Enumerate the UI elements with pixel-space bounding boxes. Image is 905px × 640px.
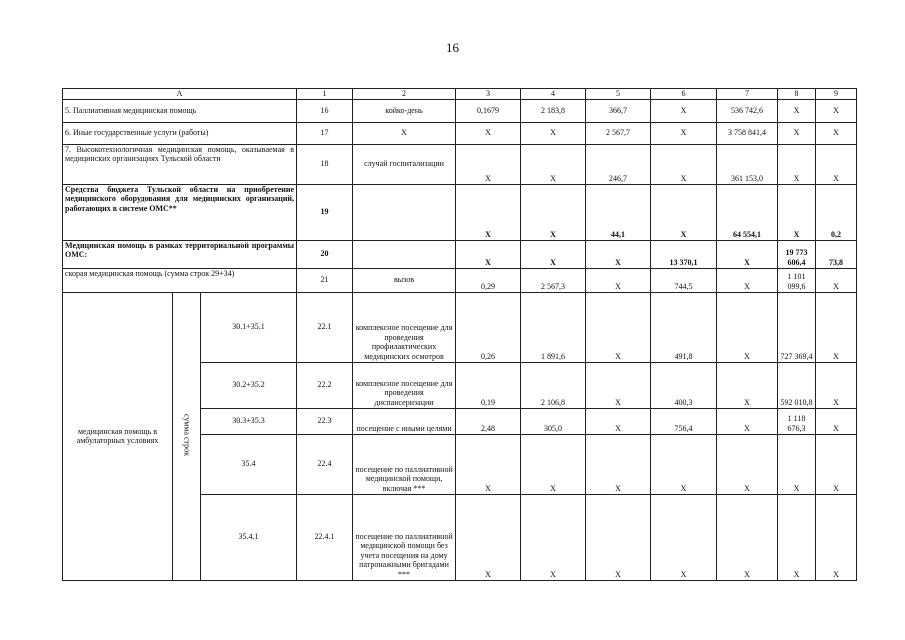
value-cell: 44,1: [586, 184, 651, 240]
value-cell: X: [778, 434, 816, 494]
sum-label: сумма строк: [182, 413, 192, 456]
row-ref: 30.3+35.3: [201, 408, 297, 434]
table-row: [63, 144, 857, 184]
value-cell: X: [717, 494, 778, 580]
value-cell: X: [586, 362, 651, 408]
row-line-number: 17: [297, 122, 353, 144]
value-cell: 0,1679: [456, 99, 521, 122]
value-cell: X: [651, 99, 717, 122]
row-unit: случай госпитализации: [353, 144, 456, 184]
value-cell: 2 106,8: [521, 362, 586, 408]
value-cell: X: [586, 292, 651, 362]
value-cell: X: [456, 184, 521, 240]
row-name: 5. Паллиативная медицинская помощь: [63, 99, 297, 122]
row-line-number: 22.4: [297, 434, 353, 494]
value-cell: 19 773 606,4: [778, 240, 816, 268]
header-row: [63, 89, 857, 100]
value-cell: 366,7: [586, 99, 651, 122]
value-cell: 1 891,6: [521, 292, 586, 362]
row-unit: [353, 240, 456, 268]
value-cell: X: [717, 268, 778, 292]
value-cell: 536 742,6: [717, 99, 778, 122]
value-cell: X: [816, 144, 857, 184]
value-cell: X: [521, 122, 586, 144]
value-cell: X: [651, 144, 717, 184]
header-cell: А: [63, 89, 297, 100]
value-cell: X: [778, 184, 816, 240]
value-cell: 0,29: [456, 268, 521, 292]
value-cell: X: [586, 240, 651, 268]
row-name: скорая медицинская помощь (сумма строк 29+34): [63, 268, 297, 292]
value-cell: 73,8: [816, 240, 857, 268]
value-cell: X: [651, 122, 717, 144]
row-ref: 30.2+35.2: [201, 362, 297, 408]
value-cell: 305,0: [521, 408, 586, 434]
row-unit: посещение с иными целями: [353, 408, 456, 434]
header-cell: 3: [456, 89, 521, 100]
value-cell: X: [717, 292, 778, 362]
header-cell: 6: [651, 89, 717, 100]
row-unit: койко-день: [353, 99, 456, 122]
row-unit: [353, 184, 456, 240]
value-cell: X: [717, 408, 778, 434]
value-cell: X: [816, 434, 857, 494]
header-cell: 2: [353, 89, 456, 100]
value-cell: 13 370,1: [651, 240, 717, 268]
value-cell: X: [456, 144, 521, 184]
value-cell: 2 567,3: [521, 268, 586, 292]
row-name: 7. Высокотехнологичная медицинская помощь, оказываемая в медицинских организациях Тульской области: [63, 144, 297, 184]
row-line-number: 22.2: [297, 362, 353, 408]
header-cell: 7: [717, 89, 778, 100]
value-cell: X: [816, 408, 857, 434]
value-cell: X: [816, 362, 857, 408]
value-cell: X: [778, 122, 816, 144]
row-ref: 35.4.1: [201, 494, 297, 580]
sum-label-cell: [173, 292, 201, 580]
row-unit: X: [353, 122, 456, 144]
value-cell: X: [456, 434, 521, 494]
value-cell: 744,5: [651, 268, 717, 292]
value-cell: 2 183,8: [521, 99, 586, 122]
row-line-number: 22.4.1: [297, 494, 353, 580]
data-table: [62, 88, 857, 581]
table-row: [63, 268, 857, 292]
value-cell: X: [521, 184, 586, 240]
value-cell: 400,3: [651, 362, 717, 408]
value-cell: X: [717, 240, 778, 268]
value-cell: 64 554,1: [717, 184, 778, 240]
value-cell: X: [778, 99, 816, 122]
row-line-number: 22.3: [297, 408, 353, 434]
value-cell: 1 118 676,3: [778, 408, 816, 434]
page-number: 16: [446, 40, 459, 55]
value-cell: X: [816, 292, 857, 362]
row-line-number: 21: [297, 268, 353, 292]
table-row: [63, 99, 857, 122]
row-name: Средства бюджета Тульской области на приобретение медицинского оборудования для медицинских организаций, работающих в системе ОМС**: [63, 184, 297, 240]
row-unit: комплексное посещение для проведения профилактических медицинских осмотров: [353, 292, 456, 362]
row-line-number: 22.1: [297, 292, 353, 362]
value-cell: 592 010,8: [778, 362, 816, 408]
value-cell: X: [586, 494, 651, 580]
value-cell: X: [456, 240, 521, 268]
row-line-number: 18: [297, 144, 353, 184]
value-cell: 3 758 841,4: [717, 122, 778, 144]
value-cell: 0,26: [456, 292, 521, 362]
row-unit: комплексное посещение для проведения диспансеризации: [353, 362, 456, 408]
header-cell: 4: [521, 89, 586, 100]
header-cell: 1: [297, 89, 353, 100]
value-cell: X: [586, 408, 651, 434]
value-cell: 2 567,7: [586, 122, 651, 144]
value-cell: X: [456, 494, 521, 580]
row-unit: вызов: [353, 268, 456, 292]
table-row: [63, 240, 857, 268]
table-row: [63, 184, 857, 240]
value-cell: X: [816, 494, 857, 580]
header-cell: 9: [816, 89, 857, 100]
value-cell: X: [651, 494, 717, 580]
value-cell: 756,4: [651, 408, 717, 434]
value-cell: 246,7: [586, 144, 651, 184]
row-name: Медицинская помощь в рамках территориальной программы ОМС:: [63, 240, 297, 268]
value-cell: X: [521, 494, 586, 580]
value-cell: X: [651, 184, 717, 240]
value-cell: 361 153,0: [717, 144, 778, 184]
value-cell: 1 101 099,6: [778, 268, 816, 292]
value-cell: 727 369,4: [778, 292, 816, 362]
row-unit: посещение по паллиативной медицинской помощи без учета посещения на дому патронажными бригадами ***: [353, 494, 456, 580]
ambulatory-label: медицинская помощь в амбулаторных условиях: [63, 292, 173, 580]
table-row: [63, 292, 857, 362]
value-cell: X: [816, 268, 857, 292]
value-cell: X: [816, 122, 857, 144]
value-cell: X: [586, 434, 651, 494]
value-cell: X: [717, 434, 778, 494]
value-cell: 0,2: [816, 184, 857, 240]
value-cell: 2,48: [456, 408, 521, 434]
value-cell: X: [717, 362, 778, 408]
value-cell: 491,8: [651, 292, 717, 362]
value-cell: X: [778, 494, 816, 580]
row-name: 6. Иные государственные услуги (работы): [63, 122, 297, 144]
value-cell: X: [651, 434, 717, 494]
value-cell: X: [456, 122, 521, 144]
value-cell: X: [521, 144, 586, 184]
row-unit: посещение по паллиативной медицинской помощи, включая ***: [353, 434, 456, 494]
value-cell: X: [778, 144, 816, 184]
value-cell: 0,19: [456, 362, 521, 408]
value-cell: X: [521, 240, 586, 268]
row-line-number: 20: [297, 240, 353, 268]
table-row: [63, 122, 857, 144]
row-line-number: 16: [297, 99, 353, 122]
value-cell: X: [586, 268, 651, 292]
header-cell: 5: [586, 89, 651, 100]
value-cell: X: [816, 99, 857, 122]
row-line-number: 19: [297, 184, 353, 240]
value-cell: X: [521, 434, 586, 494]
row-ref: 30.1+35.1: [201, 292, 297, 362]
header-cell: 8: [778, 89, 816, 100]
row-ref: 35.4: [201, 434, 297, 494]
